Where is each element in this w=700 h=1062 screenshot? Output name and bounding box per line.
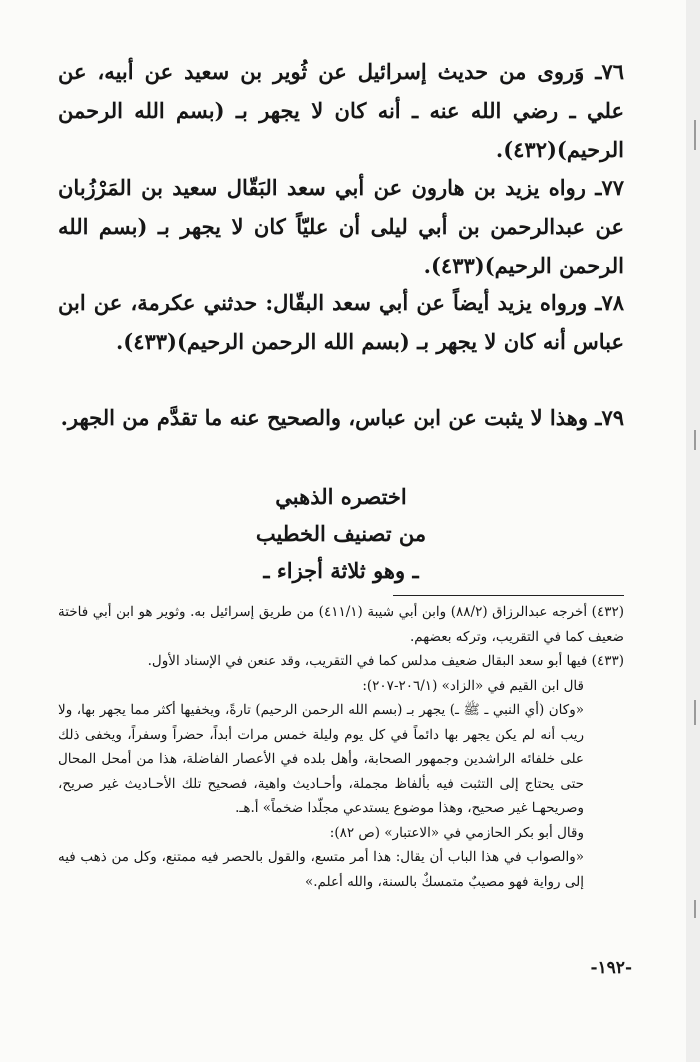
scan-edge-mark xyxy=(694,430,696,450)
paragraph-78: ٧٨ـ ورواه يزيد أيضاً عن أبي سعد البقّال: حدثني عكرمة، عن ابن عباس أنه كان لا يجهر بـ (بسم الله الرحمن الرحيم)(٤٣٣). xyxy=(58,290,624,354)
page-number: -١٩٢- xyxy=(590,958,632,978)
hazimi-intro: وقال أبو بكر الحازمي في «الاعتبار» (ص ٨٢): xyxy=(329,824,584,841)
paragraph-77: ٧٧ـ رواه يزيد بن هارون عن أبي سعد البَقّال سعيد بن المَرْزُبان عن عبدالرحمن بن أبي ليلى أن عليّاً كان لا يجهر بـ (بسم الله الرحمن الرحيم)(٤٣٣). xyxy=(58,175,624,278)
colophon-line-2: من تصنيف الخطيب xyxy=(255,521,427,546)
scan-edge-mark xyxy=(694,900,696,918)
paragraph-76: ٧٦ـ وَروى من حديث إسرائيل عن ثُوير بن سعيد عن أبيه، عن علي ـ رضي الله عنه ـ أنه كان لا يجهر بـ (بسم الله الرحمن الرحيم)(٤٣٢). xyxy=(58,59,624,162)
ibn-qayyim-quote: «وكان (أي النبي ـ ﷺ ـ) يجهر بـ (بسم الله الرحمن الرحيم) تارةً، ويخفيها أكثر مما يجهر بها، ولا ريب أنه لم يكن يجهر بها دائماً في كل يوم وليلة خمس مرات أبداً، حضراً وسفراً، ويخفى ذلك على خلفائه الراشدين وجمهور الصحابة، وأهل بلده في الأعصار الفاضلة، هذا من أمحل المحال حتى يحتاج إلى التثبت فيه بألفاظ مجملة، وأحـاديث واهية، فصحيح تلك الأحـاديث غير صريح، وصريحهـا غير صحيح، وهذا موضوع يستدعي مجلّدا ضخماً» أ.هـ. xyxy=(58,702,584,816)
scan-edge-mark xyxy=(694,700,696,725)
colophon xyxy=(58,478,624,589)
ibn-qayyim-intro: قال ابن القيم في «الزاد» (٢٠٦/١-٢٠٧): xyxy=(362,677,584,694)
footnote-divider xyxy=(393,595,624,596)
colophon-line-3: ـ وهو ثلاثة أجزاء ـ xyxy=(263,558,419,583)
footnote-432: (٤٣٢) أخرجه عبدالرزاق (٨٨/٢) وابن أبي شيبة (٤١١/١) من طريق إسرائيل به. وثوير هو ابن أبي فاختة ضعيف كما في التقريب، وتركه بعضهم. xyxy=(58,604,624,645)
scan-edge-shadow xyxy=(686,0,700,1062)
colophon-line-1: اختصره الذهبي xyxy=(275,484,407,509)
paragraph-79: ٧٩ـ وهذا لا يثبت عن ابن عباس، والصحيح عنه ما تقدَّم من الجهر. xyxy=(60,405,624,430)
footnotes xyxy=(58,600,624,894)
footnote-433: (٤٣٣) فيها أبو سعد البقال ضعيف مدلس كما في التقريب، وقد عنعن في الإسناد الأول. xyxy=(147,653,624,669)
hazimi-quote: «والصواب في هذا الباب أن يقال: هذا أمر متسع، والقول بالحصر فيه ممتنع، وكل من ذهب فيه إلى رواية فهو مصيبٌ متمسكٌ بالسنة، والله أعلم.» xyxy=(58,849,584,890)
scan-edge-mark xyxy=(694,120,696,150)
